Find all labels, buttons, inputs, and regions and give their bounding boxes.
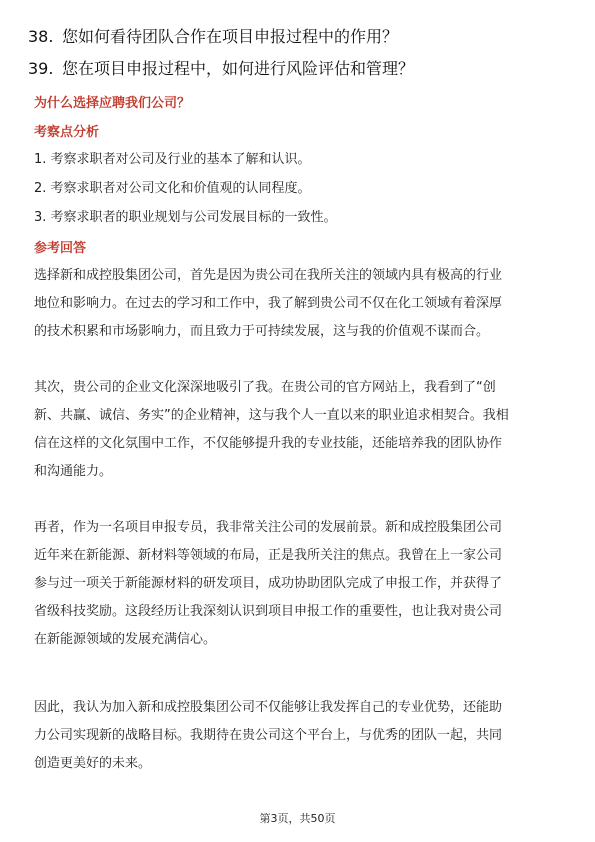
answer-paragraph-3	[34, 514, 562, 654]
question-number: 39.	[28, 59, 54, 78]
paragraph-line: 再者，作为一名项目申报专员，我非常关注公司的发展前景。新和成控股集团公司	[34, 520, 503, 535]
answer-paragraph-1	[34, 262, 562, 346]
analysis-heading: 考察点分析	[34, 125, 100, 140]
paragraph-line: 选择新和成控股集团公司，首先是因为贵公司在我所关注的领域内具有极高的行业	[34, 268, 503, 283]
paragraph-line: 和沟通能力。	[34, 464, 113, 479]
paragraph-line: 的技术积累和市场影响力，而且致力于可持续发展，这与我的价值观不谋而合。	[34, 324, 490, 339]
paragraph-line: 在新能源领域的发展充满信心。	[34, 632, 217, 647]
section-title: 为什么选择应聘我们公司？	[34, 96, 191, 111]
paragraph-line: 参与过一项关于新能源材料的研发项目，成功协助团队完成了申报工作，并获得了	[34, 576, 503, 591]
analysis-item: 1. 考察求职者对公司及行业的基本了解和认识。	[34, 152, 311, 167]
analysis-item: 3. 考察求职者的职业规划与公司发展目标的一致性。	[34, 210, 337, 225]
page-footer: 第3页，共50页	[259, 812, 336, 825]
paragraph-line: 创造更美好的未来。	[34, 756, 152, 771]
question-text: 您在项目申报过程中，如何进行风险评估和管理？	[62, 59, 415, 78]
question-number: 38.	[28, 27, 54, 46]
paragraph-line: 因此，我认为加入新和成控股集团公司不仅能够让我发挥自己的专业优势，还能助	[34, 700, 503, 715]
answer-paragraph-4	[34, 694, 562, 778]
answer-paragraph-2	[34, 374, 562, 486]
paragraph-line: 其次，贵公司的企业文化深深地吸引了我。在贵公司的官方网站上，我看到了“创	[34, 380, 496, 395]
analysis-item: 2. 考察求职者对公司文化和价值观的认同程度。	[34, 181, 311, 196]
question-39	[28, 58, 578, 80]
paragraph-line: 省级科技奖励。这段经历让我深刻认识到项目申报工作的重要性，也让我对贵公司	[34, 604, 503, 619]
paragraph-line: 信在这样的文化氛围中工作，不仅能够提升我的专业技能，还能培养我的团队协作	[34, 436, 503, 451]
paragraph-line: 近年来在新能源、新材料等领域的布局，正是我所关注的焦点。我曾在上一家公司	[34, 548, 503, 563]
paragraph-line: 力公司实现新的战略目标。我期待在贵公司这个平台上，与优秀的团队一起，共同	[34, 728, 503, 743]
question-text: 您如何看待团队合作在项目申报过程中的作用？	[62, 27, 399, 46]
paragraph-line: 新、共赢、诚信、务实”的企业精神，这与我个人一直以来的职业追求相契合。我相	[34, 408, 509, 423]
question-38	[28, 26, 578, 48]
answer-heading: 参考回答	[34, 241, 87, 256]
paragraph-line: 地位和影响力。在过去的学习和工作中，我了解到贵公司不仅在化工领域有着深厚	[34, 296, 503, 311]
